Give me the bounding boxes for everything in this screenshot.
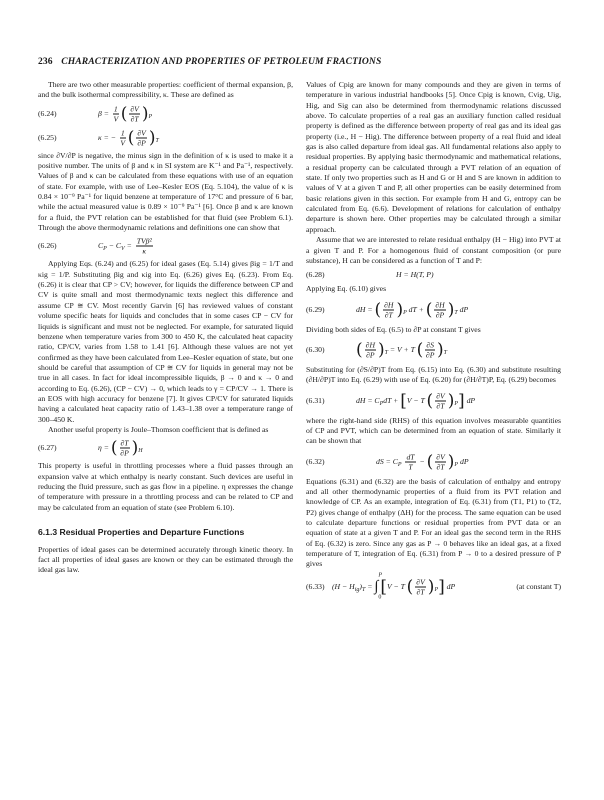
equation-6-32: (6.32) dS = $C_P$ $\frac{dT}{T}$ − ( $\frac{\partial V}{\partial T}$ )$_P$ dP bbox=[306, 451, 469, 472]
equation-6-26: (6.26) $C_P - C_V$ = $\frac{\text{TVβ²}}{\kappa}$ bbox=[38, 236, 152, 256]
paragraph: Equations (6.31) and (6.32) are the basis of calculation of enthalpy and entropy and all other thermodynamic properties of a fluid from its PVT relation and knowledge of CP. As an example, integration of Eq. (6.31) from (T1, P1) to (T2, P2) gives change of enthalpy (ΔH) for the process. The same equation can be used to calculate departure functions or residual properties from PVT data or an equation of state at a given T and P. For an ideal gas the second term in the RHS of Eq. (6.32) is zero. Since any gas as P → 0 behaves like an ideal gas, at a fixed temperature of T, integration of Eq. (6.31) from P → 0 to a desired pressure of P gives bbox=[306, 476, 561, 569]
equation-6-28: (6.28) H = H(T, P) bbox=[306, 270, 434, 280]
paragraph: Substituting for (∂S/∂P)T from Eq. (6.15) into Eq. (6.30) and substitute resulting (∂H/∂P)T into Eq. (6.29) with use of Eq. (6.20) for (∂H/∂T)P, Eq. (6.29) becomes bbox=[306, 364, 561, 385]
equation-6-29: (6.29) dH = ( $\frac{\partial H}{\partial T}$ )$_P$ dT + ( $\frac{\partial H}{\partial P}$ )$_T$ dP bbox=[306, 299, 469, 320]
paragraph: Assume that we are interested to relate residual enthalpy (H − Hig) into PVT at a given T and P. For a homogenous fluid of constant composition (or pure substance), H can be considered as a function of T and P: bbox=[306, 235, 561, 265]
left-column bbox=[38, 80, 293, 576]
paragraph: Applying Eqs. (6.24) and (6.25) for ideal gases (Eq. 5.14) gives βig = 1/T and κig = 1/P. Substituting βig and κig into Eq. (6.26) gives Eq. (6.23). From Eq. (6.26) it is clear that CP > CV; however, for liquids the difference between CP and CV is quite small and most thermodynamic texts neglect this difference and assume CP ≅ CV. Most recently Garvin [6] has reviewed values of constant volume specific heats for liquids and concludes that in some cases CP − CV for liquids is significant and must not be neglected. For example, for saturated liquid benzene when temperature varies from 300 to 450 K, the calculated heat capacity ratio, CP/CV, varies from 1.58 to 1.41 [6]. Although these values are not yet confirmed as they have been calculated from Lee–Kesler equation of state, but one should be careful that assumption of CP ≅ CV for liquids in general may not be true in all cases. In fact for ideal incompressible liquids, β → 0 and κ → 0 and according to Eq. (6.26), (CP − CV) → 0, which leads to γ = CP/CV → 1. There is an EOS with high accuracy for benzene [7]. It gives CP/CV for saturated liquids having a calculated heat capacity ratio of 1.43–1.38 over a temperature range of 300–450 K. bbox=[38, 259, 293, 424]
equation-6-33: (6.33) $(H - H_{ig})_T$ = ∫ P 0 [V − T ( $\frac{\partial V}{\partial T}$ )$_P$] dP (at constant T) bbox=[306, 572, 561, 601]
paragraph: where the right-hand side (RHS) of this equation involves measurable quantities of CP and PVT, which can be determined from an equation of state. Similarly it can be shown that bbox=[306, 415, 561, 446]
paragraph: since ∂V/∂P is negative, the minus sign in the definition of κ is used to make it a positive number. The units of β and κ in SI system are K⁻¹ and Pa⁻¹, respectively. Values of β and κ can be calculated from these equations with use of an equation of state. For example, with use of Lee–Kesler EOS (Eq. 5.104), the value of κ is 0.84 × 10⁻⁹ Pa⁻¹ for liquid benzene at temperature of 17°C and pressure of 6 bar, while the actual measured value is 0.89 × 10⁻⁹ Pa⁻¹ [6]. Once β and κ are known for a fluid, the PVT relation can be established for that fluid (see Problem 6.1). Through the above thermodynamic relations and definitions one can show that bbox=[38, 150, 293, 233]
equation-6-30: (6.30) ( $\frac{\partial H}{\partial P}$ )$_T = V + T$ ( $\frac{\partial S}{\partial P}$ )$_T$ bbox=[306, 339, 447, 360]
running-header bbox=[38, 56, 568, 67]
paragraph: Applying Eq. (6.10) gives bbox=[306, 284, 387, 294]
section-title: 6.1.3 Residual Properties and Departure Functions bbox=[38, 527, 245, 537]
equation-6-25: (6.25) κ = − $\frac{1}{V}$ ( $\frac{\partial V}{\partial P}$ )$_T$ bbox=[38, 127, 159, 148]
right-column bbox=[306, 80, 561, 604]
paragraph: Properties of ideal gases can be determined accurately through kinetic theory. In fact all properties of ideal gases are known or they can be estimated through the ideal gas law. bbox=[38, 544, 293, 575]
equation-6-24: (6.24) β = $\frac{1}{V}$ ( $\frac{\partial V}{\partial T}$ )$_P$ bbox=[38, 103, 153, 124]
equation-6-27: (6.27) η = ( $\frac{\partial T}{\partial P}$ )$_H$ bbox=[38, 438, 143, 459]
paragraph: Values of Cpig are known for many compounds and they are given in terms of temperature in various industrial handbooks [5]. Once Cpig is known, Cvig, Uig, Hig, and Sig can also be determined from thermodynamic relations discussed above. To calculate properties of a real gas an auxiliary function called residual property is defined as the difference between property of real gas and its ideal gas property (i.e., H − Hig). The difference between property of a real fluid and ideal gas is also called departure from ideal gas. All fundamental relations also apply to residual properties. By applying basic thermodynamic and mathematical relations, a residual property can be calculated through a PVT relation of an equation of state. If only two properties such as H and G or H and S are known in addition to values of V at a given T and P, all other properties can be easily determined from basic relations given in this section. For example from H and G, entropy can be calculated from Eq. (6.6). Development of relations for calculation of enthalpy departure is shown here. Other properties may be calculated through a similar approach. bbox=[306, 80, 561, 234]
paragraph: There are two other measurable properties: coefficient of thermal expansion, β, and the bulk isothermal compressibility, κ. These are defined as bbox=[38, 80, 293, 100]
paragraph: This property is useful in throttling processes where a fluid passes through an expansion valve at which enthalpy is nearly constant. Such devices are useful in reducing the fluid pressure, such as gas flow in a pipeline. η expresses the change of temperature with pressure in a throttling process and can be related to CP and may be calculated from an equation of state (see Problem 6.10). bbox=[38, 461, 293, 512]
page-number: 236 bbox=[38, 56, 53, 67]
paragraph: Another useful property is Joule–Thomson coefficient that is defined as bbox=[48, 424, 269, 434]
equation-6-31: (6.31) dH = $C_PdT + [V - T$ ( $\frac{\partial V}{\partial T}$ )$_P$] dP bbox=[306, 390, 476, 411]
running-title: CHARACTERIZATION AND PROPERTIES OF PETROLEUM FRACTIONS bbox=[61, 56, 382, 67]
paragraph: Dividing both sides of Eq. (6.5) to ∂P at constant T gives bbox=[306, 324, 481, 334]
